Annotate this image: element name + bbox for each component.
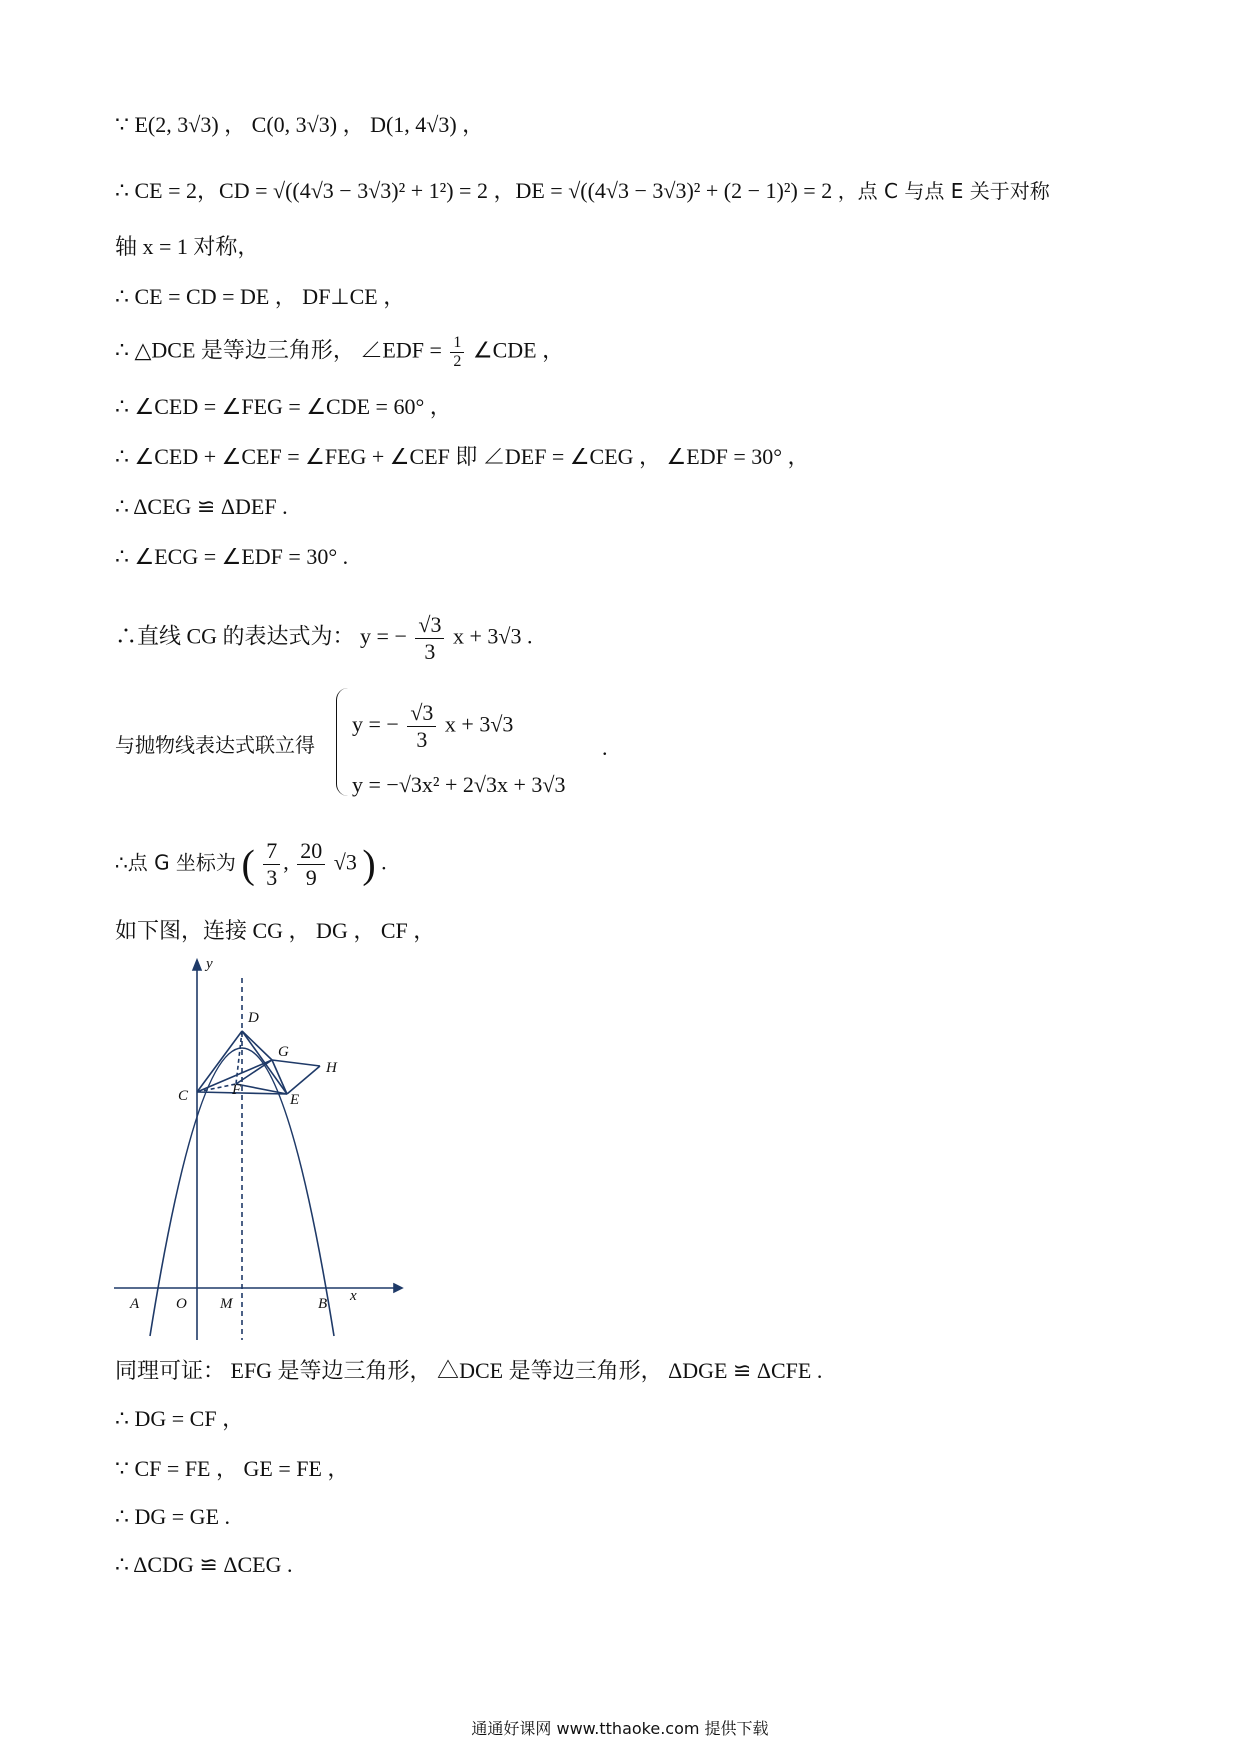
text-cg-rest: x + 3√3 . bbox=[452, 623, 533, 649]
text-equilateral: ∴ △DCE 是等边三角形， ∠EDF = bbox=[115, 337, 442, 363]
line-system-intro: 与抛物线表达式联立得 bbox=[115, 733, 315, 757]
label-d: D bbox=[248, 1010, 259, 1026]
fraction-denominator: 3 bbox=[416, 727, 428, 752]
text-sqrt3: √3 bbox=[333, 849, 357, 875]
label-e: E bbox=[290, 1092, 300, 1108]
fraction-denominator: 2 bbox=[453, 353, 462, 370]
fraction-denominator: 3 bbox=[266, 865, 278, 890]
segment-ce bbox=[197, 1092, 287, 1094]
line-connect: 如下图，连接 CG ， DG ， CF ， bbox=[115, 918, 436, 943]
line-dg-cf: ∴ DG = CF ， bbox=[115, 1406, 245, 1431]
fraction-numerator: 20 bbox=[297, 838, 325, 865]
x-axis-arrow bbox=[394, 1284, 402, 1292]
line-equal-sides: ∴ CE = CD = DE ， DF⊥CE ， bbox=[115, 284, 406, 309]
label-y: y bbox=[206, 956, 213, 972]
line-distances bbox=[115, 176, 1050, 206]
paren-right: ) bbox=[362, 841, 376, 887]
fraction-numerator: √3 bbox=[415, 612, 444, 639]
system-end-period: . bbox=[602, 735, 608, 760]
segment-he bbox=[287, 1066, 320, 1094]
line-congruent-1: ∴ ΔCEG ≌ ΔDEF . bbox=[115, 494, 288, 519]
parabola-figure bbox=[108, 948, 408, 1343]
line-cg-expression bbox=[115, 612, 532, 665]
line-angle-sum: ∴ ∠CED + ∠CEF = ∠FEG + ∠CEF 即 ∠DEF = ∠CEG ， ∠EDF = 30° ， bbox=[115, 444, 810, 469]
line-dg-ge: ∴ DG = GE . bbox=[115, 1504, 231, 1529]
sys1-rhs: x + 3√3 bbox=[444, 711, 514, 737]
text-symmetric: ，点 C 与点 E 关于对称 bbox=[837, 179, 1050, 203]
fraction-one-half bbox=[450, 334, 464, 371]
system-equation-1 bbox=[352, 700, 513, 753]
text-angle-cde: ∠CDE ， bbox=[472, 337, 565, 363]
line-coordinates: ∵ E(2, 3√3) ， C(0, 3√3) ， D(1, 4√3) ， bbox=[115, 112, 485, 137]
fraction-denominator: 9 bbox=[305, 865, 317, 890]
text-ce-cd: ∴ CE = 2，CD = bbox=[115, 178, 268, 203]
expr-de: √((4√3 − 3√3)² + (2 − 1)²) = 2 bbox=[568, 178, 833, 203]
fraction-numerator: √3 bbox=[407, 700, 436, 727]
expr-cd: √((4√3 − 3√3)² + 1²) = 2 bbox=[273, 178, 488, 203]
line-congruent-2: ∴ ΔCDG ≌ ΔCEG . bbox=[115, 1552, 293, 1577]
line-similarly: 同理可证： EFG 是等边三角形， △DCE 是等边三角形， ΔDGE ≌ ΔCFE . bbox=[115, 1358, 823, 1383]
fraction-twenty-ninths bbox=[297, 838, 325, 891]
label-c: C bbox=[178, 1088, 189, 1104]
line-cf-fe: ∵ CF = FE ， GE = FE ， bbox=[115, 1456, 350, 1481]
fraction-numerator: 1 bbox=[450, 334, 464, 353]
text-point-g: ∴点 G 坐标为 bbox=[115, 850, 236, 875]
line-point-g: ∴点 G 坐标为 ( $\frac{7}{3}$ , $\frac{20}{9}$ √3 ) . bbox=[115, 838, 387, 890]
line-angle-ecg: ∴ ∠ECG = ∠EDF = 30° . bbox=[115, 544, 349, 569]
label-f: F bbox=[232, 1082, 242, 1098]
fraction-denominator: 3 bbox=[424, 639, 436, 664]
y-axis-arrow bbox=[193, 960, 201, 970]
fraction-seven-thirds bbox=[263, 838, 280, 891]
label-x: x bbox=[350, 1288, 357, 1304]
fraction-numerator: 7 bbox=[263, 838, 280, 865]
footer-watermark: 通通好课网 www.tthaoke.com 提供下载 bbox=[471, 1719, 769, 1738]
system-brace bbox=[336, 688, 351, 796]
text-de: ，DE = bbox=[493, 178, 563, 203]
label-h: H bbox=[326, 1060, 337, 1076]
line-equilateral bbox=[115, 334, 564, 371]
fraction-sys1 bbox=[407, 700, 436, 753]
text-cg-expression: ∴直线 CG 的表达式为： y = − bbox=[115, 623, 407, 649]
label-b: B bbox=[318, 1296, 328, 1312]
label-g: G bbox=[278, 1044, 289, 1060]
sys1-lhs: y = − bbox=[352, 711, 399, 737]
text-period: . bbox=[381, 849, 387, 875]
line-angles-60: ∴ ∠CED = ∠FEG = ∠CDE = 60° ， bbox=[115, 394, 452, 419]
segment-gh bbox=[272, 1060, 320, 1066]
label-m: M bbox=[220, 1296, 233, 1312]
paren-left: ( bbox=[241, 841, 255, 887]
fraction-sqrt3-over-3 bbox=[415, 612, 444, 665]
label-a: A bbox=[130, 1296, 140, 1312]
system-equation-2: y = −√3x² + 2√3x + 3√3 bbox=[352, 772, 566, 797]
label-o: O bbox=[176, 1296, 187, 1312]
line-axis: 轴 x = 1 对称， bbox=[115, 234, 260, 259]
